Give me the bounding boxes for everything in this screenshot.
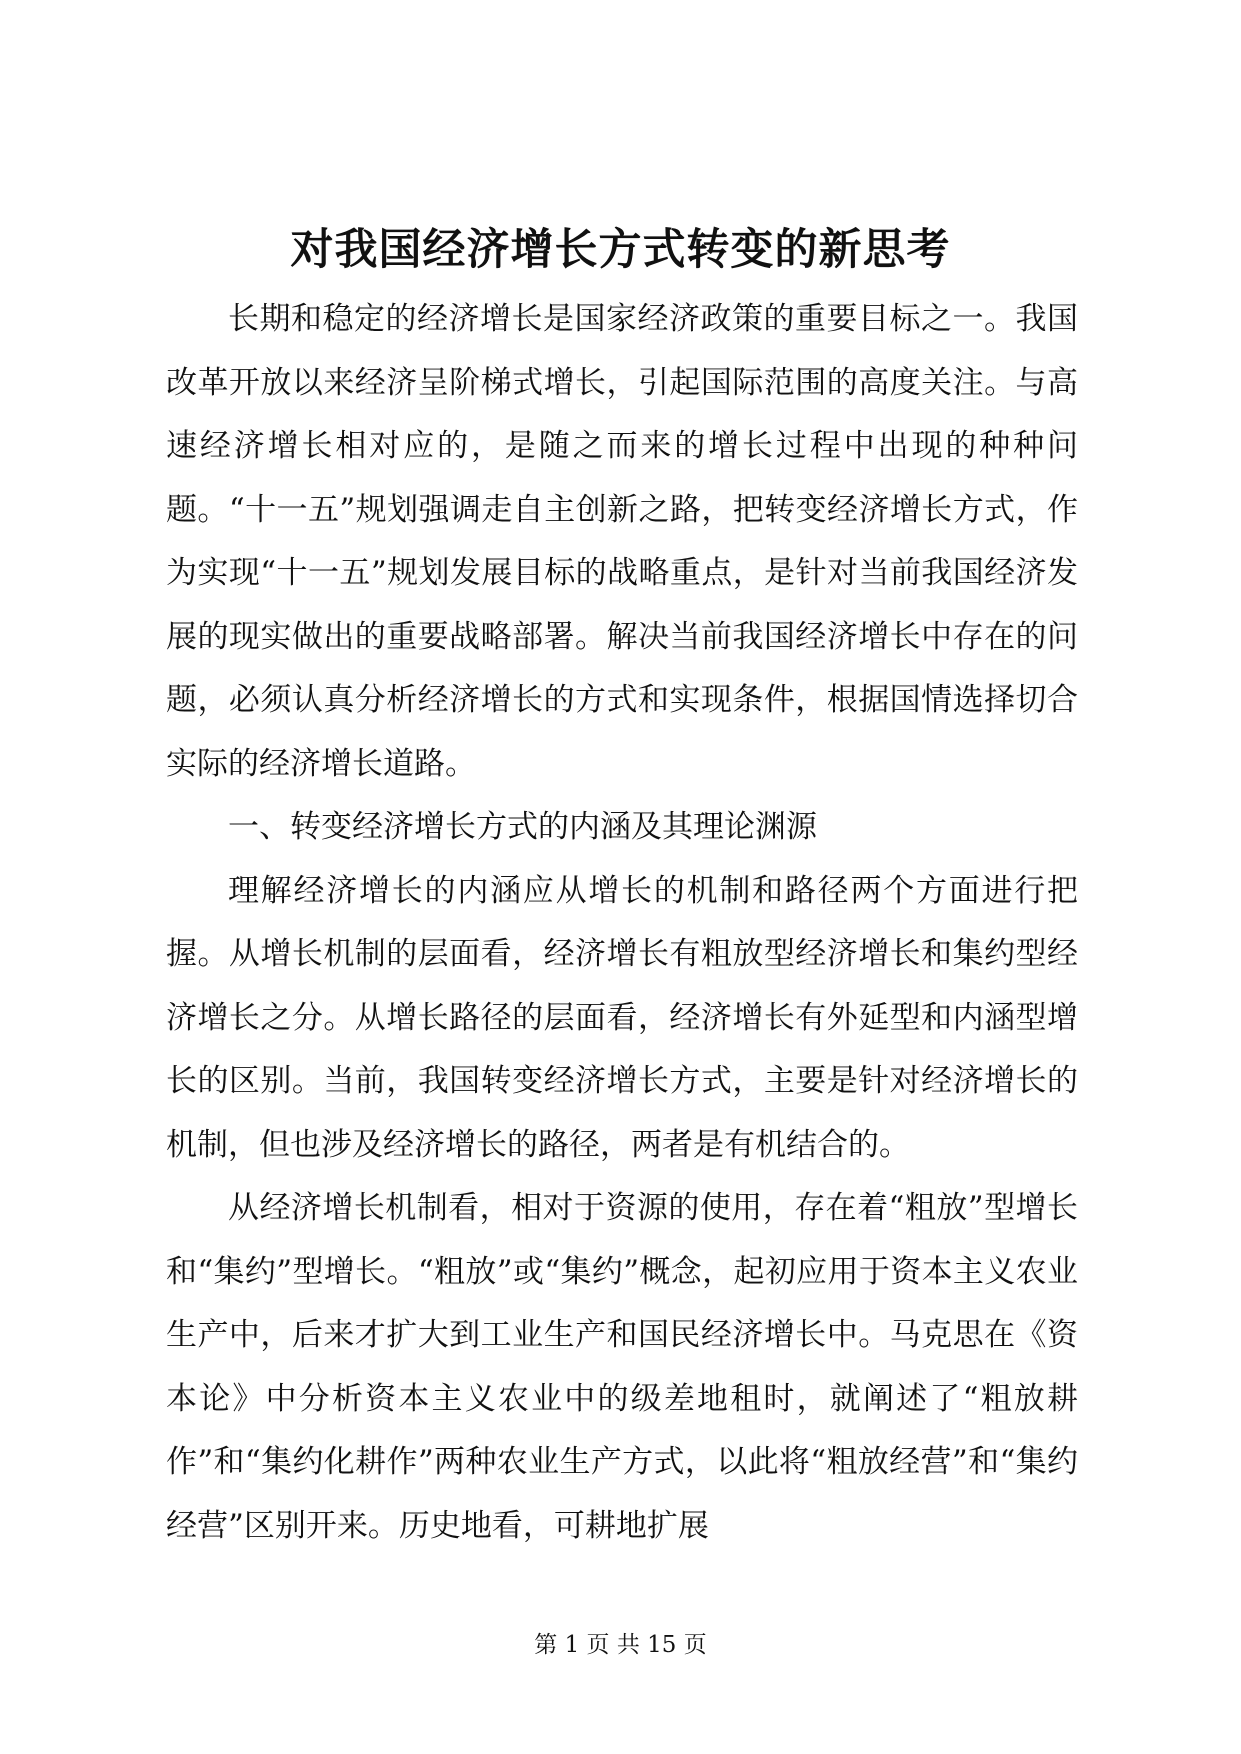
- paragraph-extensive-intensive: 从经济增长机制看，相对于资源的使用，存在着“粗放”型增长和“集约”型增长。“粗放”或“集约”概念，起初应用于资本主义农业生产中，后来才扩大到工业生产和国民经济增长中。马克思在《资本论》中分析资本主义农业中的级差地租时，就阐述了“粗放耕作”和“集约化耕作”两种农业生产方式，以此将“粗放经营”和“集约经营”区别开来。历史地看，可耕地扩展: [166, 1190, 1078, 1544]
- document-body: [166, 288, 1078, 1558]
- section-heading: 一、转变经济增长方式的内涵及其理论渊源: [228, 809, 817, 845]
- page-footer: 第 1 页 共 15 页: [534, 1632, 707, 1658]
- paragraph-intro: 长期和稳定的经济增长是国家经济政策的重要目标之一。我国改革开放以来经济呈阶梯式增长，引起国际范围的高度关注。与高速经济增长相对应的，是随之而来的增长过程中出现的种种问题。“十一五”规划强调走自主创新之路，把转变经济增长方式，作为实现“十一五”规划发展目标的战略重点，是针对当前我国经济发展的现实做出的重要战略部署。解决当前我国经济增长中存在的问题，必须认真分析经济增长的方式和实现条件，根据国情选择切合实际的经济增长道路。: [166, 301, 1078, 782]
- paragraph-growth-mechanism: 理解经济增长的内涵应从增长的机制和路径两个方面进行把握。从增长机制的层面看，经济增长有粗放型经济增长和集约型经济增长之分。从增长路径的层面看，经济增长有外延型和内涵型增长的区别。当前，我国转变经济增长方式，主要是针对经济增长的机制，但也涉及经济增长的路径，两者是有机结合的。: [166, 872, 1078, 1163]
- document-title: 对我国经济增长方式转变的新思考: [290, 225, 951, 275]
